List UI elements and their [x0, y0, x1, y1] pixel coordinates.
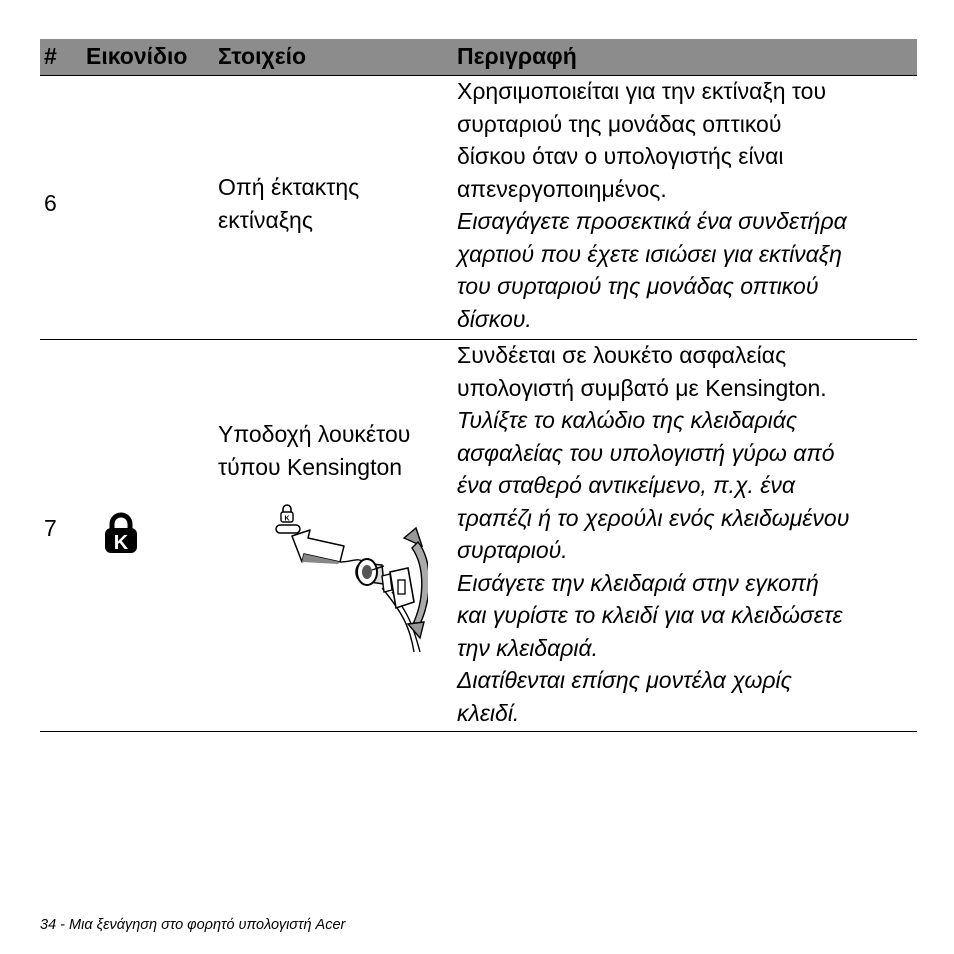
row-num: 6	[44, 190, 57, 216]
desc-line: Χρησιμοποιείται για την εκτίναξη του	[457, 78, 827, 104]
header-desc: Περιγραφή	[457, 43, 577, 69]
row-item	[218, 418, 448, 483]
desc-line-italic: ένα σταθερό αντικείμενο, π.χ. ένα	[457, 472, 796, 498]
desc-line-italic: του συρταριού της μονάδας οπτικού	[457, 273, 819, 299]
insert-arrow-icon	[292, 530, 344, 564]
svg-text:K: K	[113, 532, 129, 554]
table-row	[40, 340, 917, 732]
desc-line: Συνδέεται σε λουκέτο ασφαλείας	[457, 342, 787, 368]
desc-line-italic: και γυρίστε το κλειδί για να κλειδώσετε	[457, 602, 843, 628]
row-description	[457, 339, 917, 729]
key-icon	[382, 568, 414, 608]
desc-line-italic: Διατίθενται επίσης μοντέλα χωρίς	[457, 667, 792, 693]
header-icon: Εικονίδιο	[86, 43, 188, 69]
header-num: #	[44, 43, 57, 69]
desc-line: δίσκου όταν ο υπολογιστής είναι	[457, 143, 784, 169]
desc-line-italic: συρταριού.	[457, 537, 568, 563]
desc-line-italic: κλειδί.	[457, 699, 520, 726]
desc-line: υπολογιστή συμβατό με Kensington.	[457, 374, 827, 401]
kensington-lock-illustration	[232, 502, 428, 652]
desc-line-italic: την κλειδαριά.	[457, 634, 598, 661]
desc-line: συρταριού της μονάδας οπτικού	[457, 110, 782, 137]
desc-line-italic: Εισαγάγετε προσεκτικά ένα συνδετήρα	[457, 208, 847, 234]
table-header	[40, 39, 917, 76]
desc-line-italic: δίσκου.	[457, 305, 532, 332]
row-item	[218, 171, 448, 236]
header-item: Στοιχείο	[218, 43, 307, 69]
cable-lock-body	[356, 559, 384, 585]
page-footer: 34 - Μια ξενάγηση στο φορητό υπολογιστή Acer	[40, 917, 346, 933]
desc-line-italic: τραπέζι ή το χερούλι ενός κλειδωμένου	[457, 504, 850, 531]
item-line: εκτίναξης	[218, 206, 313, 233]
desc-line-italic: ασφαλείας του υπολογιστή γύρω από	[457, 439, 835, 466]
table-row	[40, 76, 917, 340]
item-line: Οπή έκτακτης	[218, 174, 360, 200]
item-line: τύπου Kensington	[218, 453, 403, 480]
svg-text:K: K	[284, 515, 290, 523]
desc-line: απενεργοποιημένος.	[457, 175, 667, 202]
components-table	[40, 39, 917, 732]
desc-line-italic: Τυλίξτε το καλώδιο της κλειδαριάς	[457, 407, 798, 433]
desc-line-italic: Εισάγετε την κλειδαριά στην εγκοπή	[457, 569, 819, 596]
kensington-lock-icon	[104, 512, 138, 554]
row-description	[457, 75, 917, 335]
desc-line-italic: χαρτιού που έχετε ισιώσει για εκτίναξη	[457, 240, 842, 267]
item-line: Υποδοχή λουκέτου	[218, 421, 411, 447]
small-lock-icon	[281, 505, 293, 523]
row-num: 7	[44, 515, 57, 541]
